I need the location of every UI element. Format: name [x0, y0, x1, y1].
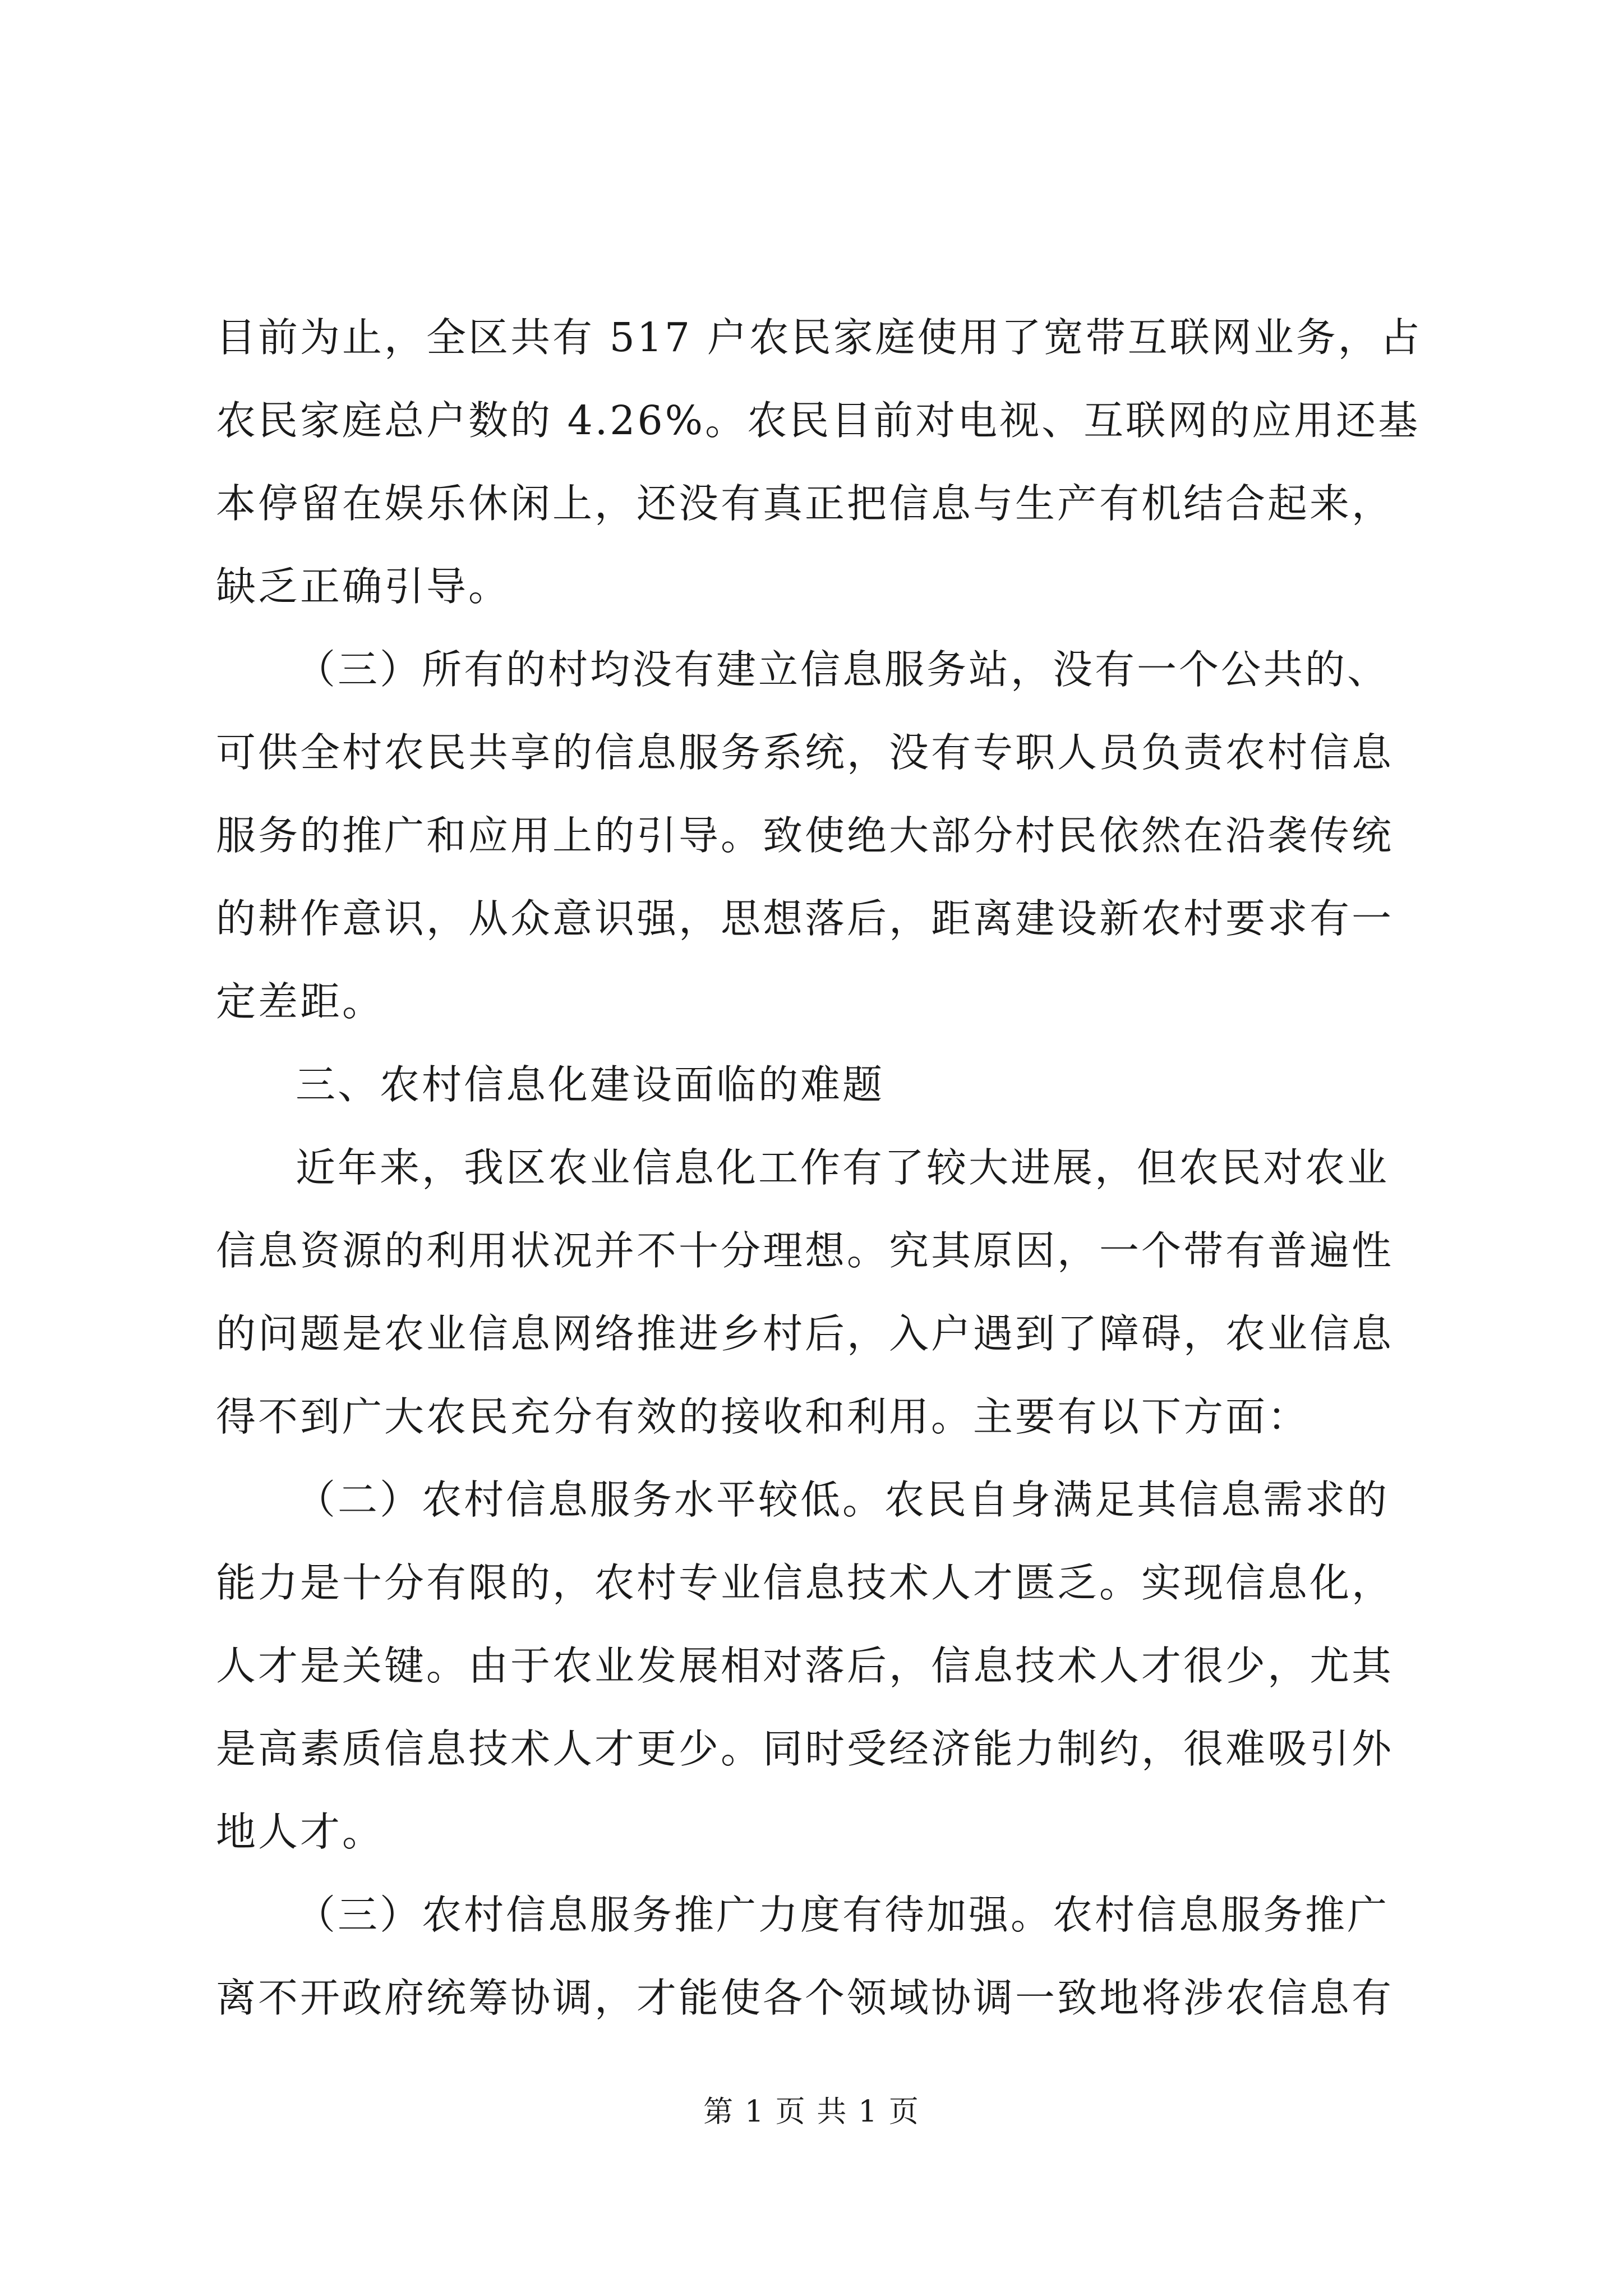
text-line: 定差距。 [216, 978, 385, 1025]
text-line: 缺乏正确引导。 [216, 563, 511, 610]
document-body [216, 296, 1422, 2040]
text-line: 得不到广大农民充分有效的接收和利用。主要有以下方面： [216, 1393, 1310, 1440]
paragraph-2 [216, 628, 1410, 1043]
text-line: 是高素质信息技术人才更少。同时受经济能力制约，很难吸引外 [216, 1726, 1394, 1772]
section-heading [216, 1043, 1410, 1126]
text-line: 农民家庭总户数的 4.26%。农民目前对电视、互联网的应用还基 [216, 397, 1421, 444]
paragraph-3 [216, 1126, 1410, 1458]
text-line: 可供全村农民共享的信息服务系统，没有专职人员负责农村信息 [216, 729, 1394, 776]
text-line: 服务的推广和应用上的引导。致使绝大部分村民依然在沿袭传统 [216, 812, 1394, 859]
text-line: （三）农村信息服务推广力度有待加强。农村信息服务推广 [296, 1892, 1390, 1938]
text-line: 人才是关键。由于农业发展相对落后，信息技术人才很少，尤其 [216, 1642, 1394, 1689]
page-footer: 第 1 页 共 1 页 [703, 2095, 920, 2129]
text-line: 目前为止，全区共有 517 户农民家庭使用了宽带互联网业务，占 [216, 314, 1422, 361]
text-line: （二）农村信息服务水平较低。农民自身满足其信息需求的 [296, 1476, 1390, 1523]
text-line: 信息资源的利用状况并不十分理想。究其原因，一个带有普遍性 [216, 1227, 1394, 1274]
text-line: 的耕作意识，从众意识强，思想落后，距离建设新农村要求有一 [216, 895, 1394, 942]
text-line: 本停留在娱乐休闲上，还没有真正把信息与生产有机结合起来， [216, 480, 1394, 527]
text-line: 的问题是农业信息网络推进乡村后，入户遇到了障碍，农业信息 [216, 1310, 1394, 1357]
paragraph-4 [216, 1458, 1410, 1874]
heading-line: 三、农村信息化建设面临的难题 [296, 1061, 885, 1108]
paragraph-1 [216, 296, 1422, 628]
text-line: 近年来，我区农业信息化工作有了较大进展，但农民对农业 [296, 1144, 1390, 1191]
text-line: 地人才。 [216, 1809, 385, 1855]
text-line: （三）所有的村均没有建立信息服务站，没有一个公共的、 [296, 646, 1390, 693]
paragraph-5 [216, 1874, 1410, 2040]
text-line: 能力是十分有限的，农村专业信息技术人才匮乏。实现信息化， [216, 1559, 1394, 1606]
text-line: 离不开政府统筹协调，才能使各个领域协调一致地将涉农信息有 [216, 1975, 1394, 2021]
